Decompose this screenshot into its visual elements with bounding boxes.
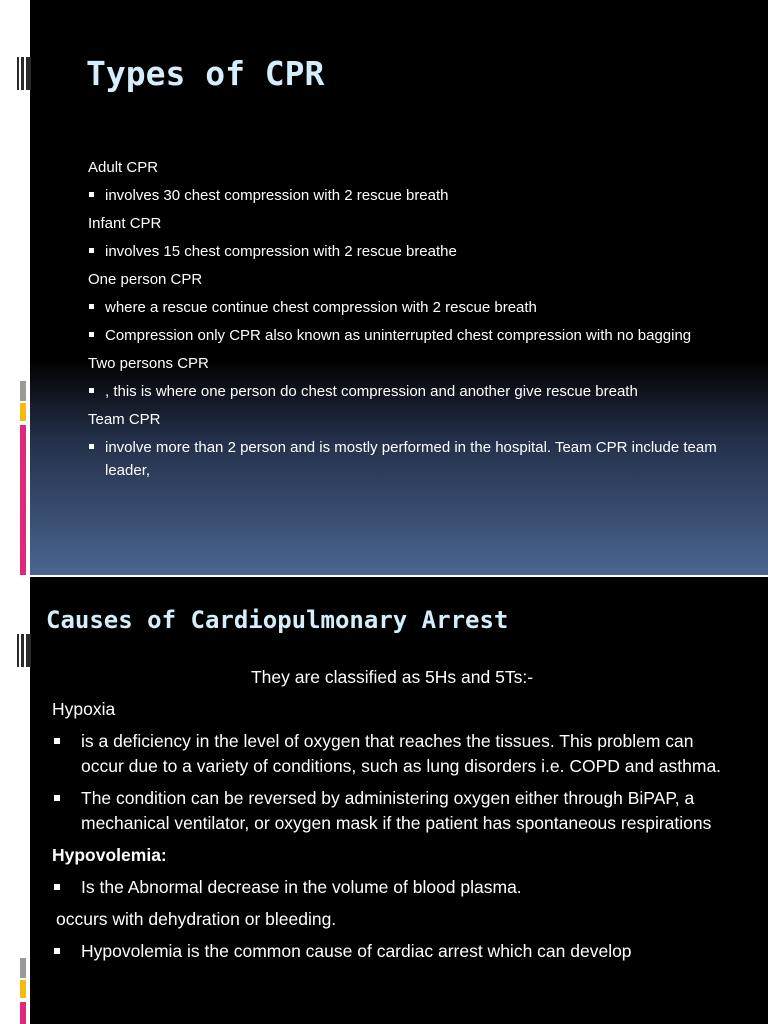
pink-accent-bar — [20, 1002, 26, 1024]
bullet-item: Hypovolemia is the common cause of cardiac arrest which can develop — [52, 939, 732, 964]
bullet-item: Compression only CPR also known as uninterrupted chest compression with no bagging — [88, 324, 728, 347]
bullet-item: The condition can be reversed by administering oxygen either through BiPAP, a mechanical ventilator, or oxygen mask if the patient has spontaneous respirations — [52, 786, 732, 836]
bullet-item: where a rescue continue chest compression with 2 rescue breath — [88, 296, 728, 319]
pink-accent-bar — [20, 425, 26, 575]
slide-title: Types of CPR — [86, 54, 325, 93]
bullet-item: involves 15 chest compression with 2 rescue breathe — [88, 240, 728, 263]
slide-corner-marker — [17, 634, 31, 667]
yellow-accent-bar — [20, 980, 26, 998]
section-heading: Infant CPR — [88, 215, 162, 232]
section-heading: One person CPR — [88, 271, 203, 288]
slide-corner-marker — [17, 57, 31, 90]
slide-body — [52, 665, 732, 971]
yellow-accent-bar — [20, 403, 26, 421]
section-heading: Hypoxia — [52, 699, 116, 719]
grey-accent-bar — [20, 958, 26, 978]
bullet-item: involve more than 2 person and is mostly performed in the hospital. Team CPR include team leader, — [88, 436, 728, 482]
slide-body — [88, 156, 728, 487]
subtitle-line: They are classified as 5Hs and 5Ts:- — [250, 667, 534, 687]
slide-title: Causes of Cardiopulmonary Arrest — [46, 606, 509, 634]
text-line: occurs with dehydration or bleeding. — [56, 909, 337, 929]
section-heading: Two persons CPR — [88, 355, 209, 372]
section-heading: Adult CPR — [88, 159, 159, 176]
section-heading: Team CPR — [88, 411, 161, 428]
bullet-item: involves 30 chest compression with 2 rescue breath — [88, 184, 728, 207]
bullet-item: , this is where one person do chest compression and another give rescue breath — [88, 380, 728, 403]
bullet-item: is a deficiency in the level of oxygen that reaches the tissues. This problem can occur due to a variety of conditions, such as lung disorders i.e. COPD and asthma. — [52, 729, 732, 779]
grey-accent-bar — [20, 381, 26, 401]
bullet-item: Is the Abnormal decrease in the volume of blood plasma. — [52, 875, 732, 900]
section-heading: Hypovolemia: — [52, 845, 167, 865]
